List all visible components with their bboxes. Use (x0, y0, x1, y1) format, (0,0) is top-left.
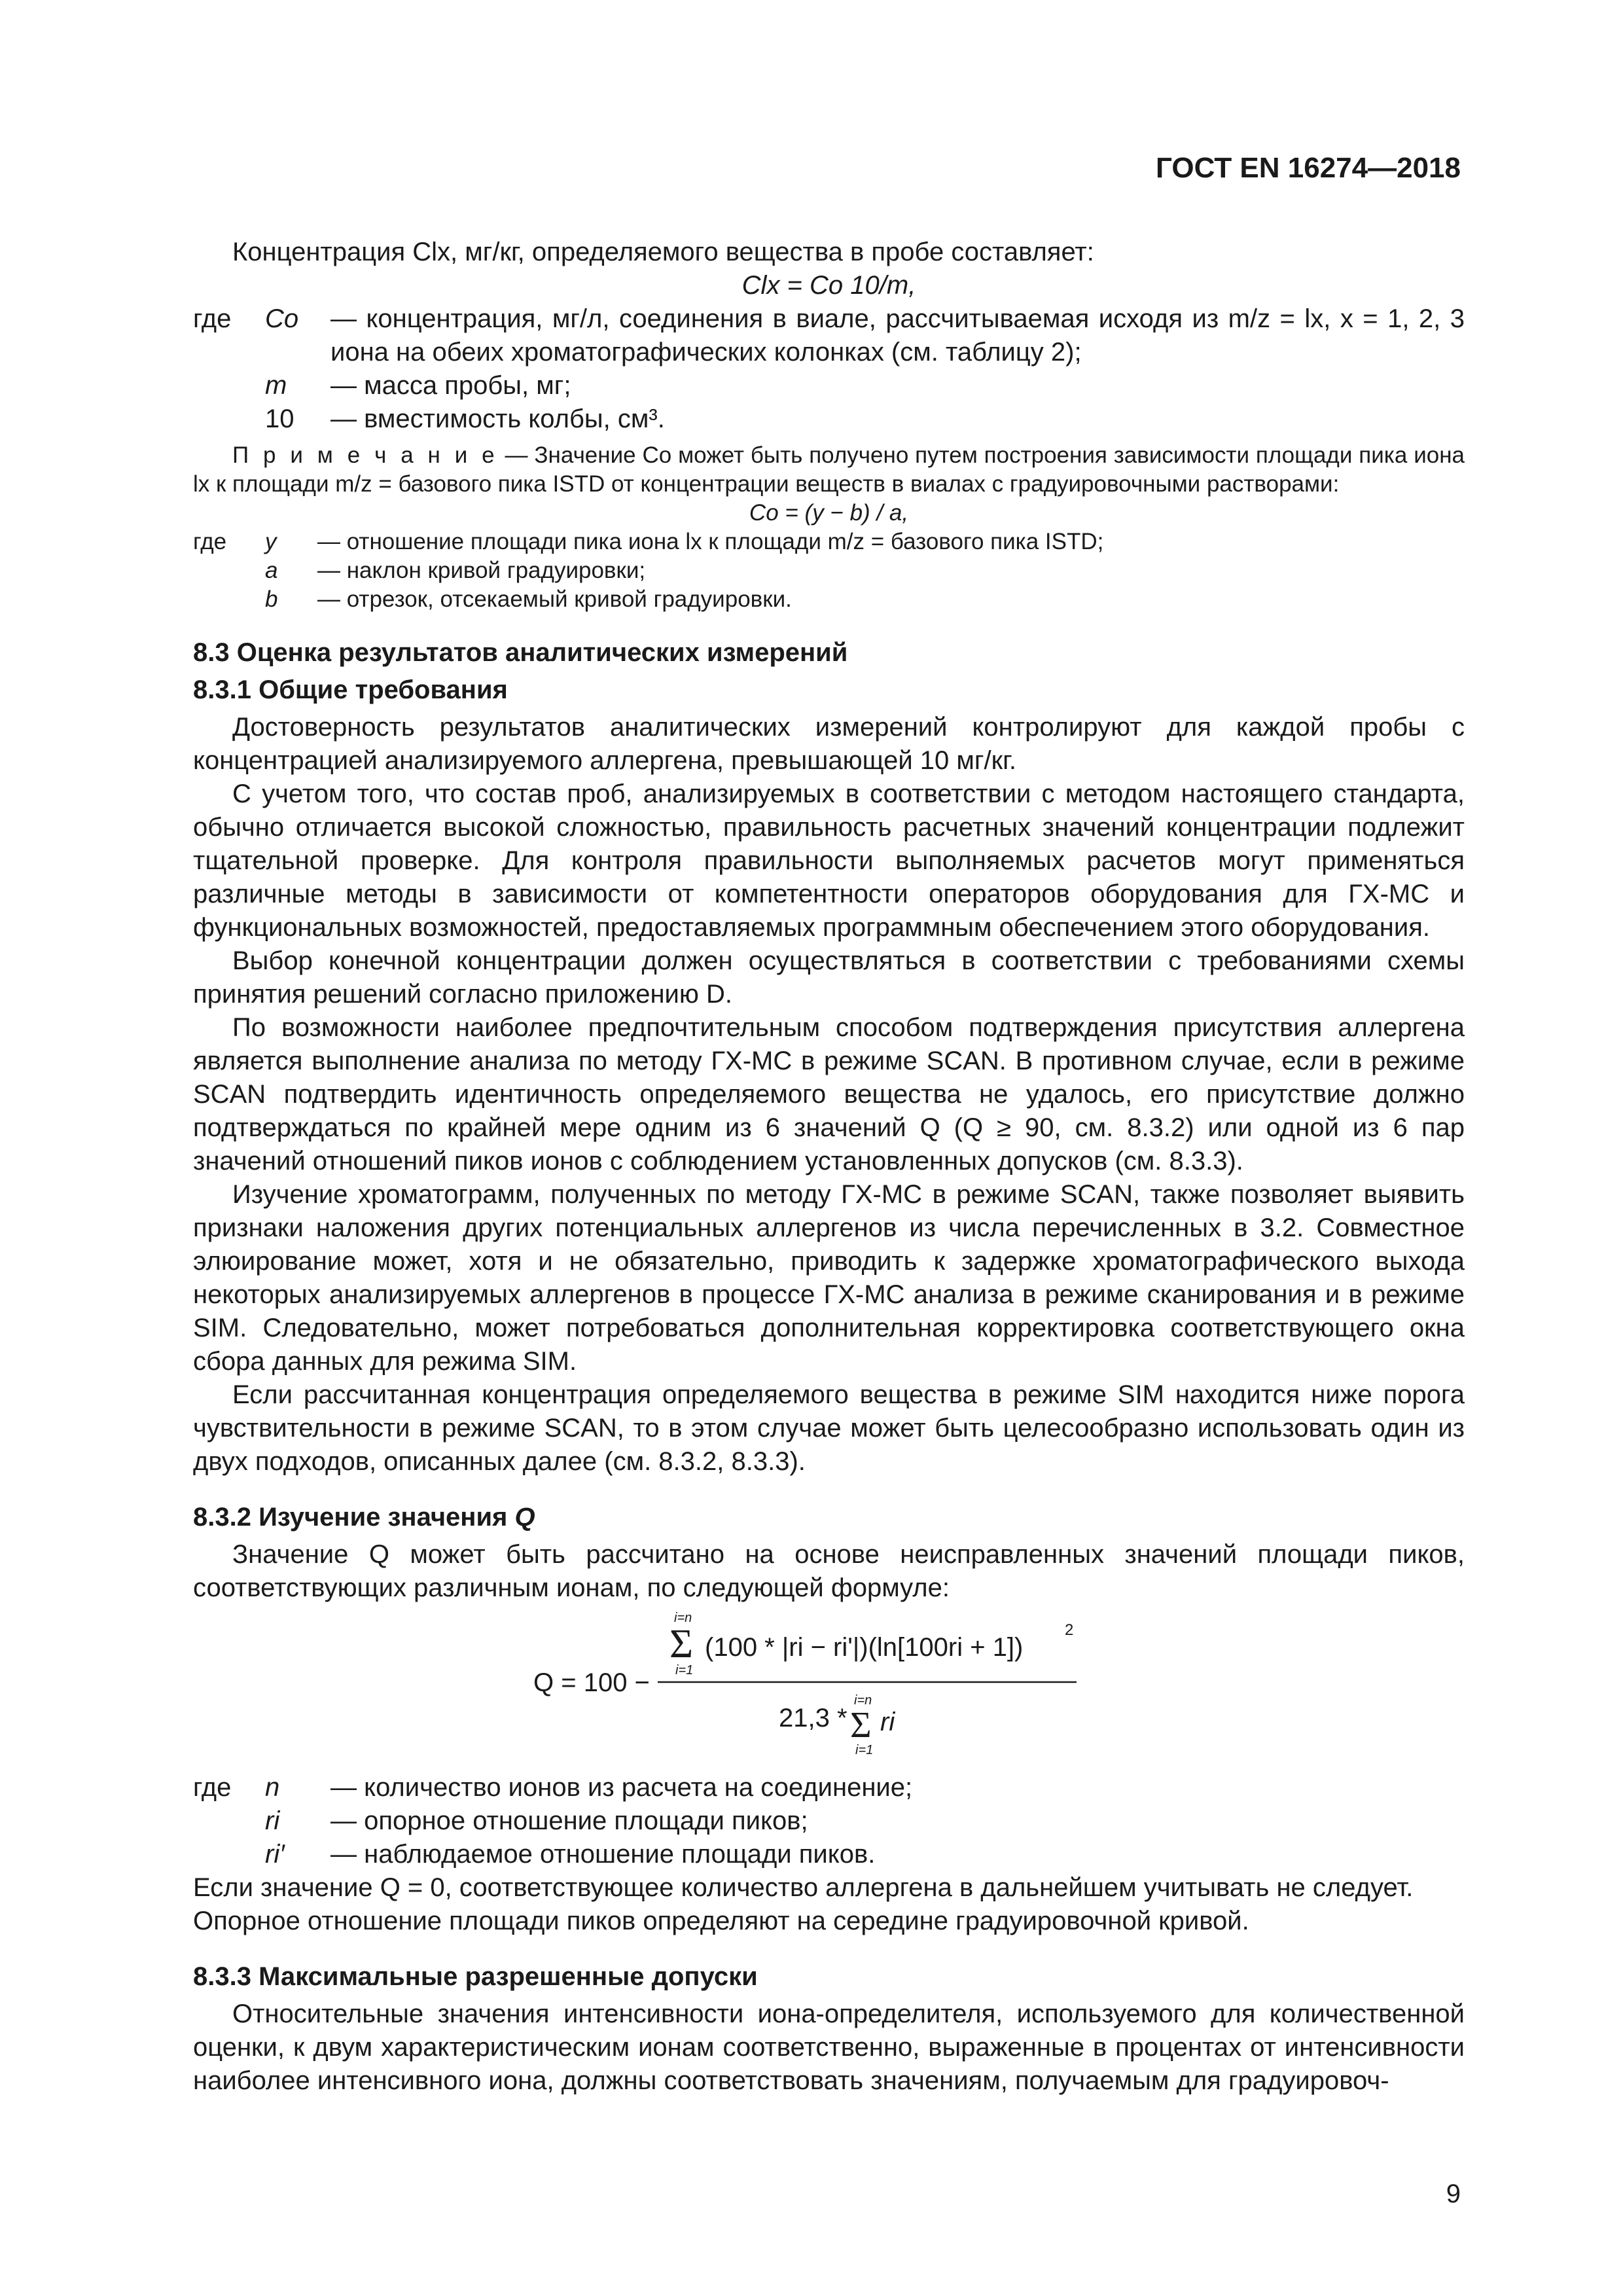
note-label: П р и м е ч а н и е (232, 442, 499, 468)
intro-paragraph: Концентрация Clx, мг/кг, определяемого вещества в пробе составляет: (232, 238, 1094, 266)
where-symbol: Co (265, 304, 299, 333)
formula-clx: Clx = Co 10/m, (741, 271, 916, 300)
paragraph (193, 1871, 1465, 1905)
where-lead (193, 369, 265, 403)
section-title-text: 8.3.2 Изучение значения (193, 1503, 515, 1532)
where-symbol: y (265, 529, 277, 554)
where-symbol: n (265, 1773, 280, 1802)
where-symbol: m (265, 371, 287, 400)
where-lead: где (193, 304, 232, 333)
q-formula (193, 1609, 1465, 1759)
paragraph: По возможности наиболее предпочтительным способом подтверждения присутствия аллергена является выполнение анализа по методу ГХ-МС в режиме SCAN. В противном случае, если в режиме SCAN подтвердить идентичность определяемого вещества не удалось, его присутствие должно подтверждаться по крайней мере одним из 6 значений Q (Q ≥ 90, см. 8.3.2) или одной из 6 пар значений отношений пиков ионов с соблюдением установленных допусков (см. 8.3.3). (193, 1013, 1465, 1175)
paragraph: Выбор конечной концентрации должен осуществляться в соответствии с требованиями схемы принятия решений согласно приложению D. (193, 946, 1465, 1009)
standard-header: ГОСТ EN 16274—2018 (1156, 152, 1461, 184)
section-8-3-title: 8.3 Оценка результатов аналитических измерений (193, 638, 848, 667)
sum-bottom-label: i=1 (675, 1663, 694, 1677)
where-list-3 (193, 1771, 1465, 1871)
note-text: — Значение Co может быть получено путем построения зависимости площади пика иона lx к площади m/z = базового пика ISTD от концентрации веществ в виалах с градуировочными растворами: (193, 442, 1465, 497)
where-lead: где (193, 529, 227, 554)
where-list-2 (193, 528, 1465, 614)
sum-symbol: Σ (669, 1622, 694, 1666)
where-text: — опорное отношение площади пиков; (330, 1806, 808, 1835)
page-content (193, 236, 1465, 2098)
where-text: — отрезок, отсекаемый кривой градуировки. (317, 586, 792, 612)
section-8-3-3-title: 8.3.3 Максимальные разрешенные допуски (193, 1962, 758, 1991)
where-lead (193, 1804, 265, 1838)
where-text: — количество ионов из расчета на соединение; (330, 1773, 913, 1802)
paragraph: Если рассчитанная концентрация определяемого вещества в режиме SIM находится ниже порога чувствительности в режиме SCAN, то в этом случае может быть целесообразно использовать один из двух подходов, описанных далее (см. 8.3.2, 8.3.3). (193, 1380, 1465, 1476)
page-number: 9 (1446, 2179, 1461, 2208)
paragraph: Опорное отношение площади пиков определяют на середине градуировочной кривой. (193, 1907, 1249, 1935)
paragraph: Относительные значения интенсивности иона-определителя, используемого для количественной оценки, к двум характеристическим ионам соответственно, выраженные в процентах от интенсивности наиболее интенсивного иона, должны соответствовать значениям, получаемым для градуировоч- (193, 2000, 1465, 2095)
where-list-1 (193, 302, 1465, 436)
where-lead (193, 1838, 265, 1871)
paragraph: Достоверность результатов аналитических измерений контролируют для каждой пробы с концентрацией анализируемого аллергена, превышающей 10 мг/кг. (193, 713, 1465, 775)
paragraph-text: Если значение Q = 0, соответствующее количество аллергена в дальнейшем учитывать не следует. (193, 1873, 1414, 1902)
where-symbol: 10 (265, 404, 294, 433)
formula-lhs: Q = 100 − (533, 1668, 650, 1697)
where-lead: где (193, 1773, 232, 1802)
sum-top-label: i=n (674, 1611, 692, 1625)
paragraph: Значение Q может быть рассчитано на основе неисправленных значений площади пиков, соответствующих различным ионам, по следующей формуле: (193, 1540, 1465, 1602)
where-lead (193, 403, 265, 436)
where-text: — концентрация, мг/л, соединения в виале, рассчитываемая исходя из m/z = lx, x = 1, 2, 3 иона на обеих хроматографических колонках (см. таблицу 2); (330, 304, 1465, 367)
numerator-expression: (100 * |ri − ri'|)(ln[100ri + 1]) (705, 1633, 1024, 1662)
paragraph: С учетом того, что состав проб, анализируемых в соответствии с методом настоящего стандарта, обычно отличается высокой сложностью, правильность расчетных значений концентрации подлежит тщательной проверке. Для контроля правильности выполняемых расчетов могут применяться различные методы в зависимости от компетентности операторов оборудования для ГХ-МС и функциональных возможностей, предоставляемых программным обеспечением этого оборудования. (193, 780, 1465, 942)
where-lead (193, 585, 265, 614)
where-text: — наклон кривой градуировки; (317, 558, 646, 583)
numerator-power: 2 (1065, 1621, 1074, 1639)
where-symbol: ri′ (265, 1840, 285, 1869)
paragraph: Изучение хроматограмм, полученных по методу ГХ-МС в режиме SCAN, также позволяет выявить признаки наложения других потенциальных аллергенов из числа перечисленных в 3.2. Совместное элюирование может, хотя и не обязательно, приводить к задержке хроматографического выхода некоторых анализируемых аллергенов в процессе ГХ-МС анализа в режиме сканирования и в режиме SIM. Следовательно, может потребоваться дополнительная корректировка соответствующего окна сбора данных для режима SIM. (193, 1180, 1465, 1376)
where-text: — вместимость колбы, см³. (330, 404, 665, 433)
where-text: — масса пробы, мг; (330, 371, 571, 400)
den-sum-bottom: i=1 (855, 1743, 874, 1757)
where-symbol: ri (265, 1806, 280, 1835)
section-title-symbol: Q (514, 1503, 535, 1532)
den-sum-top: i=n (854, 1693, 872, 1708)
section-8-3-1-title: 8.3.1 Общие требования (193, 675, 508, 704)
q-formula-svg (533, 1609, 1122, 1759)
denominator-term: ri (880, 1708, 895, 1736)
where-lead (193, 556, 265, 585)
den-sum-symbol: Σ (850, 1705, 872, 1746)
where-text: — наблюдаемое отношение площади пиков. (330, 1840, 876, 1869)
section-8-3-2-title (193, 1501, 1465, 1534)
where-text: — отношение площади пика иона lx к площади m/z = базового пика ISTD; (317, 529, 1104, 554)
where-symbol: b (265, 586, 278, 612)
note (193, 441, 1465, 499)
formula-co: Co = (y − b) / a, (749, 500, 909, 526)
where-symbol: a (265, 558, 278, 583)
denominator-coef: 21,3 * (779, 1704, 847, 1732)
